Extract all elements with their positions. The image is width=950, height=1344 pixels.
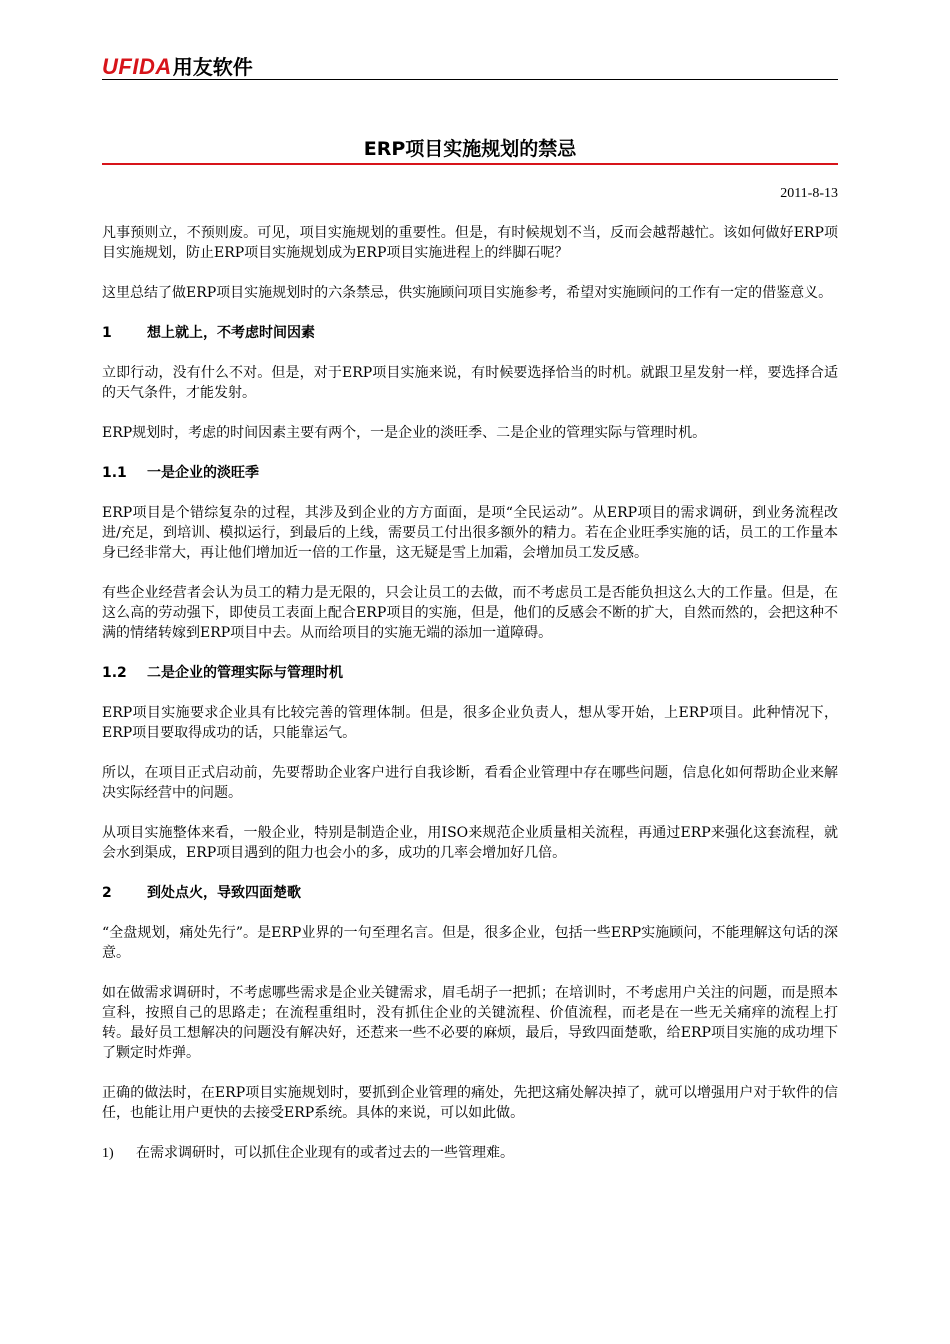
section-heading xyxy=(102,883,838,903)
section-number: 2 xyxy=(102,885,112,901)
list-number: 1) xyxy=(102,1146,114,1161)
section-heading xyxy=(102,323,838,343)
body-paragraph: ERP项目实施要求企业具有比较完善的管理体制。但是，很多企业负责人，想从零开始，上ERP项目。此种情况下，ERP项目要取得成功的话，只能靠运气。 xyxy=(102,705,838,741)
subsection-heading xyxy=(102,663,838,683)
intro-paragraph: 凡事预则立，不预则废。可见，项目实施规划的重要性。但是，有时候规划不当，反而会越帮越忙。该如何做好ERP项目实施规划，防止ERP项目实施规划成为ERP项目实施进程上的绊脚石呢？ xyxy=(102,225,838,261)
section-number: 1.2 xyxy=(102,665,127,681)
ufida-logo xyxy=(102,55,253,79)
body-paragraph: ERP项目是个错综复杂的过程，其涉及到企业的方方面面，是项“全民运动”。从ERP项目的需求调研，到业务流程改进/充足，到培训、模拟运行，到最后的上线，需要员工付出很多额外的精力。若在企业旺季实施的话，员工的工作量本身已经非常大，再让他们增加近一倍的工作量，这无疑是雪上加霜，会增加员工发反感。 xyxy=(102,505,838,561)
logo-cjk-text: 用友软件 xyxy=(172,55,253,79)
subsection-heading xyxy=(102,463,838,483)
section-number: 1 xyxy=(102,325,112,341)
body-paragraph: 立即行动，没有什么不对。但是，对于ERP项目实施来说，有时候要选择恰当的时机。就跟卫星发射一样，要选择合适的天气条件，才能发射。 xyxy=(102,365,838,401)
list-item xyxy=(102,1143,838,1164)
document-title: ERP项目实施规划的禁忌 xyxy=(363,138,577,160)
body-paragraph: ERP规划时，考虑的时间因素主要有两个，一是企业的淡旺季、二是企业的管理实际与管理时机。 xyxy=(102,425,707,441)
section-title: 二是企业的管理实际与管理时机 xyxy=(147,665,343,681)
document-body xyxy=(102,223,838,1164)
body-paragraph: 从项目实施整体来看，一般企业，特别是制造企业，用ISO来规范企业质量相关流程，再通过ERP来强化这套流程，就会水到渠成，ERP项目遇到的阻力也会小的多，成功的几率会增加好几倍。 xyxy=(102,825,838,861)
body-paragraph: 正确的做法时，在ERP项目实施规划时，要抓到企业管理的痛处，先把这痛处解决掉了，就可以增强用户对于软件的信任，也能让用户更快的去接受ERP系统。具体的来说，可以如此做。 xyxy=(102,1085,838,1121)
body-paragraph: 所以，在项目正式启动前，先要帮助企业客户进行自我诊断，看看企业管理中存在哪些问题，信息化如何帮助企业来解决实际经营中的问题。 xyxy=(102,765,838,801)
document-date: 2011-8-13 xyxy=(780,186,838,201)
section-title: 到处点火，导致四面楚歌 xyxy=(147,885,301,901)
body-paragraph: 如在做需求调研时，不考虑哪些需求是企业关键需求，眉毛胡子一把抓；在培训时，不考虑用户关注的问题，而是照本宣科，按照自己的思路走；在流程重组时，没有抓住企业的关键流程、价值流程，而老是在一些无关痛痒的流程上打转。最好员工想解决的问题没有解决好，还惹来一些不必要的麻烦，最后，导致四面楚歌，给ERP项目实施的成功埋下了颗定时炸弹。 xyxy=(102,985,838,1061)
header-rule xyxy=(102,79,838,80)
logo-latin-text: UFIDA xyxy=(102,54,172,79)
list-text: 在需求调研时，可以抓住企业现有的或者过去的一些管理难。 xyxy=(136,1145,514,1161)
body-paragraph: “全盘规划，痛处先行”。是ERP业界的一句至理名言。但是，很多企业，包括一些ERP实施顾问，不能理解这句话的深意。 xyxy=(102,925,838,961)
section-title: 想上就上，不考虑时间因素 xyxy=(147,325,315,341)
title-rule xyxy=(102,163,838,165)
body-paragraph: 有些企业经营者会认为员工的精力是无限的，只会让员工的去做，而不考虑员工是否能负担这么大的工作量。但是，在这么高的劳动强下，即使员工表面上配合ERP项目的实施，但是，他们的反感会不断的扩大，自然而然的，会把这种不满的情绪转嫁到ERP项目中去。从而给项目的实施无端的添加一道障碍。 xyxy=(102,585,838,641)
section-number: 1.1 xyxy=(102,465,127,481)
intro-paragraph: 这里总结了做ERP项目实施规划时的六条禁忌，供实施顾问项目实施参考，希望对实施顾问的工作有一定的借鉴意义。 xyxy=(102,285,833,301)
section-title: 一是企业的淡旺季 xyxy=(147,465,259,481)
